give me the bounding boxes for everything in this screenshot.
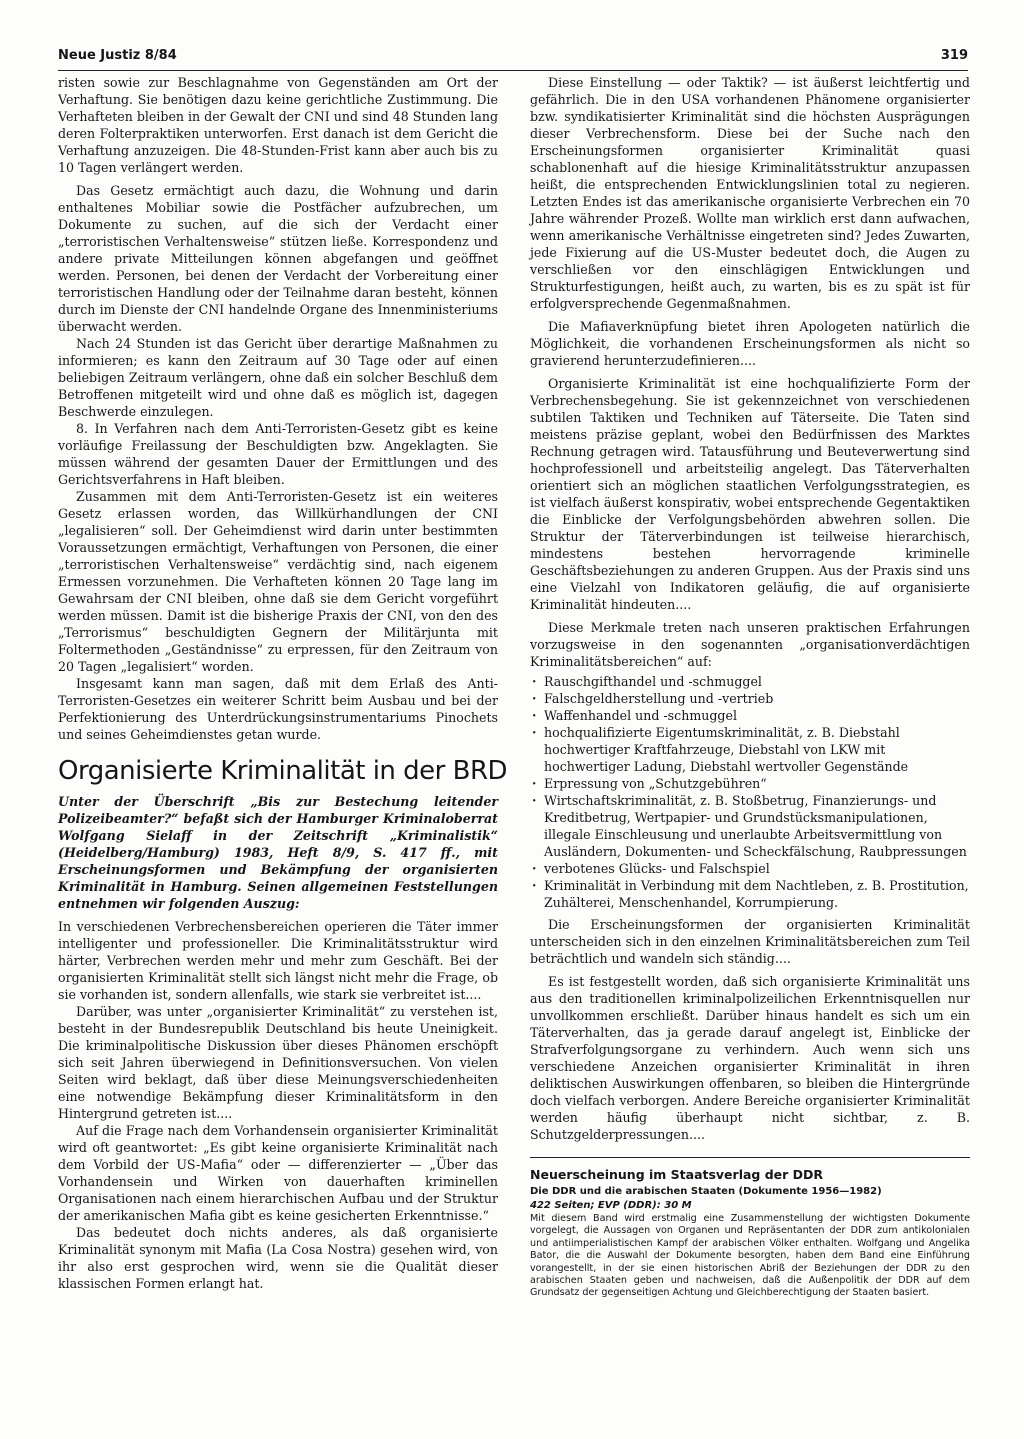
journal-title: Neue Justiz 8/84 — [58, 48, 177, 63]
article-paragraph: Organisierte Kriminalität ist eine hochqualifizierte Form der Verbrechensbegehung. Sie ist gekennzeichnet von verschiedenen subtilen Taktiken und Techniken auf Täterseite. Die Taten sind meistens präzise geplant, wobei den Bedürfnissen des Marktes Rechnung getragen wird. Tatausführung und Beuteverwertung sind hochprofessionell und arbeitsteilig angelegt. Das Täterverhalten orientiert sich an möglichen staatlichen Verfolgungsstrategien, es ist vielfach äußerst konspirativ, wobei entsprechende Gegentaktiken die Einblicke der Verfolgungsbehörden abwehren sollen. Die Struktur der Täterverbindungen ist teilweise hierarchisch, mindestens bestehen hervorragende kriminelle Geschäftsbeziehungen zu anderen Gruppen. Aus der Praxis sind uns eine Vielzahl von Indikatoren geläufig, die auf organisierte Kriminalität hindeuten.... — [530, 376, 970, 612]
list-item: · Erpressung von „Schutzgebühren“ — [530, 775, 970, 792]
article-paragraph: Diese Einstellung — oder Taktik? — ist äußerst leichtfertig und gefährlich. Die in den USA vorhandenen Phänomene organisierter bzw. syndikatisierter Kriminalität sind die höchsten Ausprägungen dieser Verbrechensform. Diese bei der Suche nach den Erscheinungsformen organisierter Kriminalität quasi schablonenhaft auf die hiesige Kriminalitätsstruktur anzupassen heißt, die entsprechenden Entwicklungslinien total zu negieren. Letzten Endes ist das amerikanische organisierte Verbrechen ein 70 Jahre währender Prozeß. Wollte man wirklich erst dann aufwachen, wenn amerikanische Verhältnisse eingetreten sind? Jedes Zuwarten, jede Fixierung auf die US-Muster bedeutet doch, die Augen zu verschließen vor den einschlägigen Entwicklungen und Strukturfestigungen, heißt auch, zu warten, bis es zu spät ist für erfolgversprechende Gegenmaßnahmen. — [530, 75, 970, 311]
body-paragraph: 8. In Verfahren nach dem Anti-Terroristen-Gesetz gibt es keine vorläufige Freilassung der Beschuldigten bzw. Angeklagten. Sie müssen während der gesamten Dauer der Ermittlungen und des Gerichtsverfahrens in Haft bleiben. — [58, 421, 498, 487]
list-item: · Kriminalität in Verbindung mit dem Nachtleben, z. B. Prostitution, Zuhälterei, Menschenhandel, Korrumpierung. — [530, 877, 970, 911]
list-item: · Waffenhandel und -schmuggel — [530, 707, 970, 724]
book-description: Mit diesem Band wird erstmalig eine Zusammenstellung der wichtigsten Dokumente vorgelegt, die Aussagen von Organen und Repräsentanten der DDR zum antikolonialen und antiimperialistischen Kampf der arabischen Völker enthalten. Wolfgang und Angelika Bator, die die Auswahl der Dokumente besorgten, haben dem Band eine Einführung vorangestellt, in der sie einen historischen Abriß der Beziehungen der DDR zu den arabischen Staaten geben und nachweisen, daß die Außenpolitik der DDR auf dem Grundsatz der gegenseitigen Achtung und Gleichberechtigung der Staaten basiert. — [530, 1213, 970, 1299]
right-column — [530, 74, 970, 1300]
list-item: · hochqualifizierte Eigentumskriminalität, z. B. Diebstahl hochwertiger Kraftfahrzeuge, Diebstahl von LKW mit hochwertiger Ladung, Diebstahl wertvoller Gegenstände — [530, 724, 970, 775]
article-paragraph: Die Erscheinungsformen der organisierten Kriminalität unterscheiden sich in den einzelnen Kriminalitätsbereichen zum Teil beträchtlich und wandeln sich ständig.... — [530, 917, 970, 966]
list-item: · Rauschgifthandel und -schmuggel — [530, 673, 970, 690]
page-header — [58, 48, 968, 71]
left-column — [58, 74, 508, 1292]
divider — [530, 1157, 970, 1158]
body-paragraph: Nach 24 Stunden ist das Gericht über derartige Maßnahmen zu informieren; es kann den Zeitraum auf 30 Tage oder auf einen beliebigen Zeitraum verlängern, ohne daß ein solcher Beschluß dem Betroffenen mitgeteilt wird und ohne daß es möglich ist, dagegen Beschwerde einzulegen. — [58, 336, 498, 419]
crime-areas-list — [530, 673, 970, 911]
body-paragraph: Insgesamt kann man sagen, daß mit dem Erlaß des Anti-Terroristen-Gesetzes ein weiterer Schritt beim Ausbau und bei der Perfektionierung des Unterdrückungsinstrumentariums Pinochets und seines Geheimdienstes getan wurde. — [58, 676, 498, 742]
body-paragraph: Das Gesetz ermächtigt auch dazu, die Wohnung und darin enthaltenes Mobiliar sowie die Postfächer aufzubrechen, um Dokumente zu suchen, auf die sich der Verdacht einer „terroristischen Verhaltensweise“ stützen ließe. Korrespondenz und andere private Mitteilungen können abgefangen und geöffnet werden. Personen, bei denen der Verdacht der Vorbereitung einer terroristischen Handlung oder der Teilnahme daran besteht, können durch im Dienste der CNI handelnde Organe des Innenministeriums überwacht werden. — [58, 183, 498, 334]
article-paragraph: Die Mafiaverknüpfung bietet ihren Apologeten natürlich die Möglichkeit, die vorhandenen Erscheinungsformen als nicht so gravierend herunterzudefinieren.... — [530, 319, 970, 368]
list-item: · verbotenes Glücks- und Falschspiel — [530, 860, 970, 877]
article-paragraph: In verschiedenen Verbrechensbereichen operieren die Täter immer intelligenter und professioneller. Die Kriminalitätsstruktur wird härter, Verbrechen werden mehr und mehr zum Geschäft. Bei der organisierten Kriminalität stellt sich längst nicht mehr die Frage, ob sie vorhanden ist, sondern allenfalls, wie stark sie verbreitet ist.... — [58, 919, 498, 1002]
list-item: · Falschgeldherstellung und -vertrieb — [530, 690, 970, 707]
article-paragraph: Das bedeutet doch nichts anderes, als daß organisierte Kriminalität synonym mit Mafia (La Cosa Nostra) gesehen wird, von ihr also erst gesprochen wird, wenn sie die Qualität dieser klassischen Formen erlangt hat. — [58, 1225, 498, 1291]
notice-heading: Neuerscheinung im Staatsverlag der DDR — [530, 1167, 824, 1182]
article-intro: Unter der Überschrift „Bis zur Bestechung leitender Polizeibeamter?“ befaßt sich der Hamburger Kriminaloberrat Wolfgang Sielaff in der Zeitschrift „Kriminalistik“ (Heidelberg/Hamburg) 1983, Heft 8/9, S. 417 ff., mit Erscheinungsformen und Bekämpfung der organisierten Kriminalität in Hamburg. Seinen allgemeinen Feststellungen entnehmen wir folgenden Auszug: — [58, 794, 498, 911]
body-paragraph: risten sowie zur Beschlagnahme von Gegenständen am Ort der Verhaftung. Sie benötigen dazu keine gerichtliche Zustimmung. Die Verhafteten bleiben in der Gewalt der CNI und sind 48 Stunden lang deren Folterpraktiken unterworfen. Erst danach ist dem Gericht die Verhaftung anzuzeigen. Die 48-Stunden-Frist kann aber auch bis zu 10 Tagen verlängert werden. — [58, 75, 499, 175]
article-paragraph: Auf die Frage nach dem Vorhandensein organisierter Kriminalität wird oft geantwortet: „Es gibt keine organisierte Kriminalität nach dem Vorbild der US-Mafia“ oder — differenzierter — „Über das Vorhandensein und Wirken von dauerhaften kriminellen Organisationen nach einem hierarchischen Aufbau und der Struktur der amerikanischen Mafia gibt es keine gesicherten Erkenntnisse.“ — [58, 1123, 498, 1223]
page-number: 319 — [940, 48, 968, 63]
list-item: · Wirtschaftskriminalität, z. B. Stoßbetrug, Finanzierungs- und Kreditbetrug, Wertpapier- und Grundstücksmanipulationen, illegale Einschleusung und unerlaubte Arbeitsvermittlung von Ausländern, Dokumenten- und Scheckfälschung, Raubpressungen — [530, 792, 970, 860]
book-meta: 422 Seiten; EVP (DDR): 30 M — [530, 1200, 692, 1211]
body-paragraph: Zusammen mit dem Anti-Terroristen-Gesetz ist ein weiteres Gesetz erlassen worden, das Willkürhandlungen der CNI „legalisieren“ soll. Der Geheimdienst wird darin unter bestimmten Voraussetzungen ermächtigt, Verhaftungen von Personen, die einer „terroristischen Verhaltensweise“ verdächtig sind, nach eigenem Ermessen vorzunehmen. Die Verhafteten können 20 Tage lang im Gewahrsam der CNI bleiben, ohne daß sie dem Gericht vorgeführt werden müssen. Damit ist die bisherige Praxis der CNI, von den des „Terrorismus“ beschuldigten Gegnern der Militärjunta mit Foltermethoden „Geständnisse“ zu erpressen, für den Zeitraum von 20 Tagen „legalisiert“ worden. — [58, 489, 498, 674]
article-paragraph: Diese Merkmale treten nach unseren praktischen Erfahrungen vorzugsweise in den sogenannten „organisationverdächtigen Kriminalitätsbereichen“ auf: — [530, 620, 970, 669]
publisher-notice — [530, 1166, 970, 1300]
article-paragraph: Es ist festgestellt worden, daß sich organisierte Kriminalität uns aus den traditionellen kriminalpolizeilichen Erkenntnisquellen nur unvollkommen erschließt. Darüber hinaus handelt es sich um ein Täterverhalten, das ja gerade darauf angelegt ist, Einblicke der Strafverfolgungsorgane zu verhindern. Auch wenn sich uns verschiedene Anzeichen organisierter Kriminalität in ihren deliktischen Auswirkungen offenbaren, so bleiben die Hintergründe doch vielfach verborgen. Andere Bereiche organisierter Kriminalität werden häufig überhaupt nicht sichtbar, z. B. Schutzgelderpressungen.... — [530, 974, 970, 1142]
article-paragraph: Darüber, was unter „organisierter Kriminalität“ zu verstehen ist, besteht in der Bundesrepublik Deutschland bis heute Uneinigkeit. Die kriminalpolitische Diskussion über dieses Phänomen erschöpft sich seit Jahren überwiegend in Definitionsversuchen. Von vielen Seiten wird beklagt, daß über diese Meinungsverschiedenheiten eine notwendige Bekämpfung dieser Kriminalitätsform in den Hintergrund getreten ist.... — [58, 1004, 498, 1121]
section-title: Organisierte Kriminalität in der BRD — [58, 756, 508, 786]
book-title: Die DDR und die arabischen Staaten (Dokumente 1956—1982) — [530, 1186, 882, 1197]
